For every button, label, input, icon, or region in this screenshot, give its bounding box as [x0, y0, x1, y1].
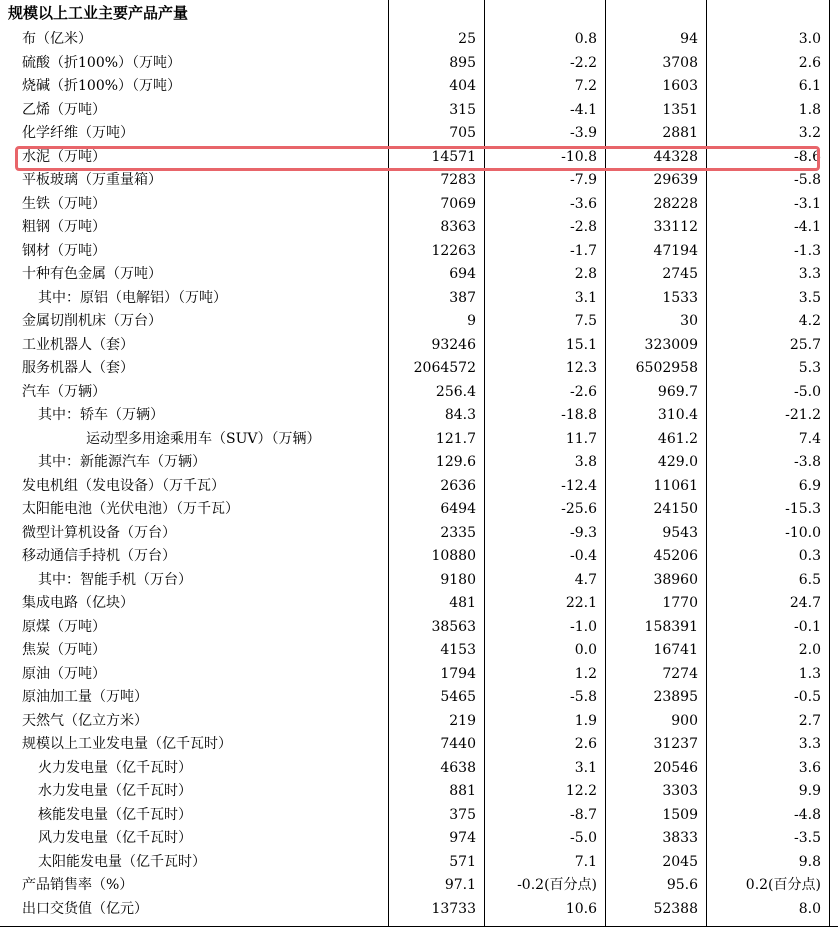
- cell-col2: 7.5: [574, 313, 597, 329]
- table-row: [0, 169, 838, 193]
- cell-col3: 1770: [662, 595, 698, 611]
- cell-col3: 461.2: [657, 430, 698, 447]
- cell-col2: -3.6: [570, 195, 597, 212]
- cell-col3: 1351: [662, 101, 698, 118]
- row-label: 太阳能电池（光伏电池）（万千瓦）: [22, 501, 239, 517]
- cell-col1: 9: [467, 313, 476, 329]
- cell-col3: 429.0: [657, 454, 698, 470]
- cell-col2: -2.8: [570, 219, 597, 235]
- cell-col2: 2.6: [574, 736, 597, 752]
- table-row: [0, 874, 838, 898]
- cell-col3: 30: [680, 313, 698, 329]
- table-row: [0, 757, 838, 781]
- cell-col4: 6.9: [798, 477, 821, 494]
- table-row: [0, 498, 838, 522]
- cell-col1: 14571: [431, 148, 476, 165]
- cell-col1: 8363: [440, 219, 476, 235]
- cell-col4: -1.3: [794, 242, 821, 259]
- table-row: [0, 851, 838, 875]
- cell-col3: 94: [680, 31, 698, 47]
- row-label: 出口交货值（亿元）: [22, 900, 148, 917]
- cell-col1: 6494: [440, 501, 476, 517]
- cell-col4: -4.1: [794, 219, 821, 235]
- cell-col1: 7069: [440, 195, 476, 212]
- cell-col4: -3.5: [794, 830, 821, 846]
- cell-col4: 3.2: [798, 125, 821, 141]
- cell-col1: 97.1: [444, 877, 476, 893]
- cell-col3: 95.6: [666, 877, 698, 893]
- row-label: 运动型多用途乘用车（SUV）（万辆）: [86, 430, 321, 447]
- cell-col2: -0.2(百分点): [517, 877, 597, 893]
- row-label: 太阳能发电量（亿千瓦时）: [38, 853, 206, 870]
- cell-col1: 1794: [440, 665, 476, 682]
- cell-col4: 3.0: [798, 31, 821, 47]
- cell-col2: -2.2: [570, 54, 597, 71]
- table-row: [0, 545, 838, 569]
- row-label: 焦炭（万吨）: [22, 642, 106, 658]
- cell-col2: 15.1: [565, 336, 597, 353]
- table-row: [0, 475, 838, 499]
- row-label: 其中：轿车（万辆）: [38, 407, 164, 423]
- table-row: [0, 616, 838, 640]
- row-label: 硫酸（折100%）（万吨）: [22, 54, 182, 71]
- cell-col3: 969.7: [657, 383, 698, 400]
- cell-col3: 28228: [653, 195, 698, 212]
- row-label: 微型计算机设备（万台）: [22, 524, 176, 541]
- row-label: 工业机器人（套）: [22, 336, 134, 353]
- cell-col4: 2.6: [798, 54, 821, 71]
- table-row: [0, 381, 838, 405]
- cell-col3: 29639: [653, 172, 698, 188]
- cell-col2: -25.6: [561, 501, 597, 517]
- row-label: 其中：原铝（电解铝）（万吨）: [38, 289, 227, 306]
- cell-col1: 387: [449, 289, 476, 306]
- cell-col4: -4.8: [794, 806, 821, 823]
- cell-col2: 3.8: [574, 454, 597, 470]
- row-label: 火力发电量（亿千瓦时）: [38, 759, 192, 776]
- cell-col2: -3.9: [570, 125, 597, 141]
- row-label: 其中：智能手机（万台）: [38, 571, 192, 588]
- cell-col4: -5.0: [794, 383, 821, 400]
- table-row: [0, 287, 838, 311]
- cell-col2: -4.1: [570, 101, 597, 118]
- cell-col3: 47194: [653, 242, 698, 259]
- cell-col2: 12.2: [565, 783, 597, 799]
- row-label: 烧碱（折100%）（万吨）: [22, 78, 182, 94]
- cell-col2: 7.1: [574, 853, 597, 870]
- table-row: [0, 804, 838, 828]
- row-label: 移动通信手持机（万台）: [22, 548, 176, 564]
- cell-col4: 3.6: [798, 759, 821, 776]
- cell-col2: -18.8: [561, 407, 597, 423]
- cell-col3: 158391: [644, 618, 698, 635]
- table-row: [0, 663, 838, 687]
- table-row: [0, 569, 838, 593]
- row-label: 布（亿米）: [22, 31, 92, 47]
- section-title: 规模以上工业主要产品产量: [8, 4, 189, 22]
- cell-col3: 2745: [662, 266, 698, 282]
- cell-col4: 2.7: [798, 712, 821, 729]
- table-row: [0, 451, 838, 475]
- cell-col1: 375: [449, 806, 476, 823]
- cell-col1: 404: [449, 78, 476, 94]
- cell-col1: 25: [458, 31, 476, 47]
- cell-col3: 44328: [653, 148, 698, 165]
- cell-col3: 20546: [653, 759, 698, 776]
- cell-col1: 705: [449, 125, 476, 141]
- table-row: [0, 28, 838, 52]
- table-row: [0, 827, 838, 851]
- cell-col4: 1.8: [798, 101, 821, 118]
- cell-col2: 3.1: [574, 759, 597, 776]
- cell-col4: 3.5: [798, 289, 821, 306]
- table-row: [0, 710, 838, 734]
- table-row: [0, 357, 838, 381]
- row-label: 生铁（万吨）: [22, 195, 106, 212]
- cell-col1: 13733: [431, 900, 476, 917]
- cell-col2: 7.2: [574, 78, 597, 94]
- cell-col1: 881: [449, 783, 476, 799]
- row-label: 服务机器人（套）: [22, 360, 134, 376]
- cell-col4: -21.2: [785, 407, 821, 423]
- table-row: [0, 99, 838, 123]
- cell-col2: 2.8: [574, 266, 597, 282]
- cell-col2: -1.7: [570, 242, 597, 259]
- row-label: 天然气（亿立方米）: [22, 712, 148, 729]
- cell-col1: 2636: [440, 477, 476, 494]
- cell-col4: -0.1: [794, 618, 821, 635]
- row-label: 十种有色金属（万吨）: [22, 266, 162, 282]
- cell-col4: 25.7: [789, 336, 821, 353]
- cell-col2: -1.0: [570, 618, 597, 635]
- row-label: 风力发电量（亿千瓦时）: [38, 830, 192, 846]
- table-row: [0, 75, 838, 99]
- cell-col1: 481: [449, 595, 476, 611]
- cell-col3: 900: [671, 712, 698, 729]
- cell-col2: 11.7: [565, 430, 597, 447]
- cell-col1: 5465: [440, 689, 476, 705]
- table-row: [0, 428, 838, 452]
- cell-col1: 2064572: [413, 360, 476, 376]
- cell-col1: 84.3: [444, 407, 476, 423]
- cell-col1: 571: [449, 853, 476, 870]
- cell-col1: 7283: [440, 172, 476, 188]
- row-label: 其中：新能源汽车（万辆）: [38, 454, 206, 470]
- cell-col3: 1509: [662, 806, 698, 823]
- cell-col3: 2881: [662, 125, 698, 141]
- cell-col1: 38563: [431, 618, 476, 635]
- cell-col2: 12.3: [565, 360, 597, 376]
- table-row: [0, 122, 838, 146]
- cell-col4: 3.3: [798, 266, 821, 282]
- cell-col3: 3708: [662, 54, 698, 71]
- cell-col2: -9.3: [570, 524, 597, 541]
- table-row: [0, 780, 838, 804]
- cell-col4: -3.8: [794, 454, 821, 470]
- cell-col4: 0.2(百分点): [745, 877, 821, 893]
- table-row: [0, 240, 838, 264]
- table-row: [0, 334, 838, 358]
- row-label: 钢材（万吨）: [22, 242, 106, 259]
- cell-col2: 0.0: [574, 642, 597, 658]
- cell-col3: 23895: [653, 689, 698, 705]
- table-row: [0, 898, 838, 922]
- row-label: 汽车（万辆）: [22, 383, 106, 400]
- cell-col3: 31237: [653, 736, 698, 752]
- cell-col3: 3833: [662, 830, 698, 846]
- cell-col1: 121.7: [435, 430, 476, 447]
- cell-col4: -8.6: [794, 148, 821, 165]
- cell-col1: 694: [449, 266, 476, 282]
- cell-col4: 8.0: [798, 900, 821, 917]
- cell-col3: 11061: [653, 477, 698, 494]
- table-row: [0, 216, 838, 240]
- cell-col1: 12263: [431, 242, 476, 259]
- row-label: 原油加工量（万吨）: [22, 689, 148, 705]
- cell-col3: 3303: [662, 783, 698, 799]
- table-row: [0, 404, 838, 428]
- cell-col3: 2045: [662, 853, 698, 870]
- cell-col4: 7.4: [798, 430, 821, 447]
- cell-col3: 1603: [662, 78, 698, 94]
- table-row: [0, 310, 838, 334]
- cell-col4: -3.1: [794, 195, 821, 212]
- cell-col3: 6502958: [635, 360, 698, 376]
- cell-col2: -8.7: [570, 806, 597, 823]
- cell-col1: 4638: [440, 759, 476, 776]
- cell-col4: -0.5: [794, 689, 821, 705]
- cell-col3: 9543: [662, 524, 698, 541]
- cell-col2: -5.0: [570, 830, 597, 846]
- table-row: [0, 592, 838, 616]
- table-row: [0, 52, 838, 76]
- cell-col3: 24150: [653, 501, 698, 517]
- cell-col4: 5.3: [798, 360, 821, 376]
- row-label: 化学纤维（万吨）: [22, 125, 134, 141]
- cell-col1: 93246: [431, 336, 476, 353]
- cell-col2: -7.9: [570, 172, 597, 188]
- cell-col2: 4.7: [574, 571, 597, 588]
- cell-col1: 4153: [440, 642, 476, 658]
- cell-col3: 38960: [653, 571, 698, 588]
- cell-col2: 3.1: [574, 289, 597, 306]
- cell-col1: 7440: [440, 736, 476, 752]
- cell-col1: 895: [449, 54, 476, 71]
- row-label: 核能发电量（亿千瓦时）: [38, 806, 192, 823]
- cell-col4: 0.3: [798, 548, 821, 564]
- cell-col4: 3.3: [798, 736, 821, 752]
- table-row: [0, 193, 838, 217]
- cell-col3: 323009: [644, 336, 698, 353]
- cell-col4: 9.9: [798, 783, 821, 799]
- row-label: 原煤（万吨）: [22, 618, 106, 635]
- cell-col4: 24.7: [789, 595, 821, 611]
- row-label: 水泥（万吨）: [22, 148, 106, 165]
- cell-col3: 45206: [653, 548, 698, 564]
- cell-col2: 0.8: [574, 31, 597, 47]
- cell-col3: 52388: [653, 900, 698, 917]
- cell-col3: 7274: [662, 665, 698, 682]
- row-label: 原油（万吨）: [22, 665, 106, 682]
- cell-col2: -0.4: [570, 548, 597, 564]
- cell-col3: 33112: [653, 219, 698, 235]
- cell-col1: 9180: [440, 571, 476, 588]
- cell-col4: 4.2: [798, 313, 821, 329]
- cell-col4: 6.5: [798, 571, 821, 588]
- cell-col1: 974: [449, 830, 476, 846]
- cell-col2: 1.9: [574, 712, 597, 729]
- cell-col2: 10.6: [565, 900, 597, 917]
- row-label: 水力发电量（亿千瓦时）: [38, 783, 192, 799]
- row-label: 规模以上工业发电量（亿千瓦时）: [22, 736, 232, 752]
- cell-col2: -2.6: [570, 383, 597, 400]
- row-label: 乙烯（万吨）: [22, 101, 106, 118]
- cell-col3: 1533: [662, 289, 698, 306]
- row-label: 集成电路（亿块）: [22, 595, 134, 611]
- table-row: [0, 733, 838, 757]
- row-label: 粗钢（万吨）: [22, 219, 106, 235]
- row-label: 平板玻璃（万重量箱）: [22, 172, 162, 188]
- cell-col4: 2.0: [798, 642, 821, 658]
- cell-col4: -10.0: [785, 524, 821, 541]
- cell-col1: 219: [449, 712, 476, 729]
- cell-col2: 22.1: [565, 595, 597, 611]
- cell-col1: 256.4: [435, 383, 476, 400]
- cell-col1: 10880: [431, 548, 476, 564]
- cell-col1: 315: [449, 101, 476, 118]
- cell-col3: 16741: [653, 642, 698, 658]
- cell-col3: 310.4: [657, 407, 698, 423]
- cell-col2: 1.2: [574, 665, 597, 682]
- table-row: [0, 639, 838, 663]
- table-row: [0, 263, 838, 287]
- cell-col1: 2335: [440, 524, 476, 541]
- cell-col4: 1.3: [798, 665, 821, 682]
- cell-col2: -12.4: [561, 477, 597, 494]
- table-row: [0, 522, 838, 546]
- cell-col1: 129.6: [435, 454, 476, 470]
- cell-col2: -5.8: [570, 689, 597, 705]
- cell-col4: 6.1: [798, 78, 821, 94]
- row-label: 产品销售率（%）: [22, 877, 134, 893]
- cell-col4: -5.8: [794, 172, 821, 188]
- cell-col4: -15.3: [785, 501, 821, 517]
- cell-col4: 9.8: [798, 853, 821, 870]
- row-label: 发电机组（发电设备）（万千瓦）: [22, 477, 225, 494]
- table-row: [0, 686, 838, 710]
- table-bottom-border: [0, 926, 838, 927]
- highlight-box: [15, 146, 820, 171]
- row-label: 金属切削机床（万台）: [22, 313, 162, 329]
- cell-col2: -10.8: [561, 148, 597, 165]
